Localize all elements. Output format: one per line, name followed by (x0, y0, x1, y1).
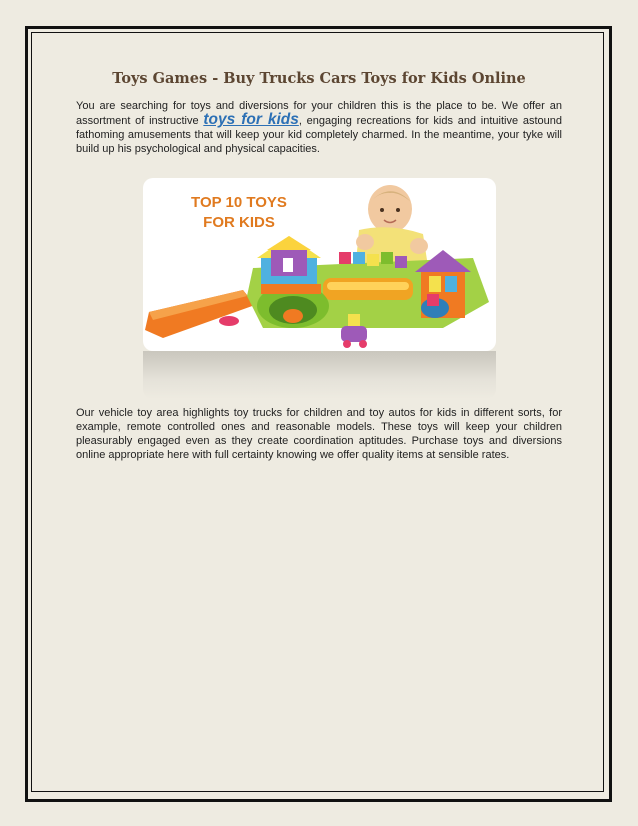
left-house (257, 236, 321, 294)
orange-slide (145, 290, 255, 338)
intro-paragraph (76, 99, 562, 156)
toy-photo-frame (143, 178, 496, 351)
banner-line-1: TOP 10 TOYS (191, 194, 287, 211)
toy-photo (143, 178, 496, 398)
intro-text-after: , engaging recreations for kids and intuitive astound fathoming amusements that will keep your kid completely charmed. In the meantime, your tyke will build up his psychological and physical capacities. (76, 115, 562, 155)
toy-playset-illustration (143, 178, 496, 351)
intro-text-before: You are searching for toys and diversions for your children this is the place to be. We offer an assortment of instructive (76, 100, 562, 127)
banner-line-2: FOR KIDS (203, 214, 275, 231)
content-area (76, 70, 562, 156)
photo-reflection (143, 351, 496, 399)
page-title: Toys Games - Buy Trucks Cars Toys for Kids Online (112, 70, 526, 87)
toys-for-kids-link[interactable]: toys for kids (203, 111, 299, 128)
vehicle-toys-paragraph: Our vehicle toy area highlights toy trucks for children and toy autos for kids in different sorts, for example, remote controlled ones and reasonable models. These toys will keep your children pleasurably engaged even as they create coordination aptitudes. Purchase toys and diversions online appropriate here with full certainty knowing we offer quality items at sensible rates. (76, 407, 562, 461)
